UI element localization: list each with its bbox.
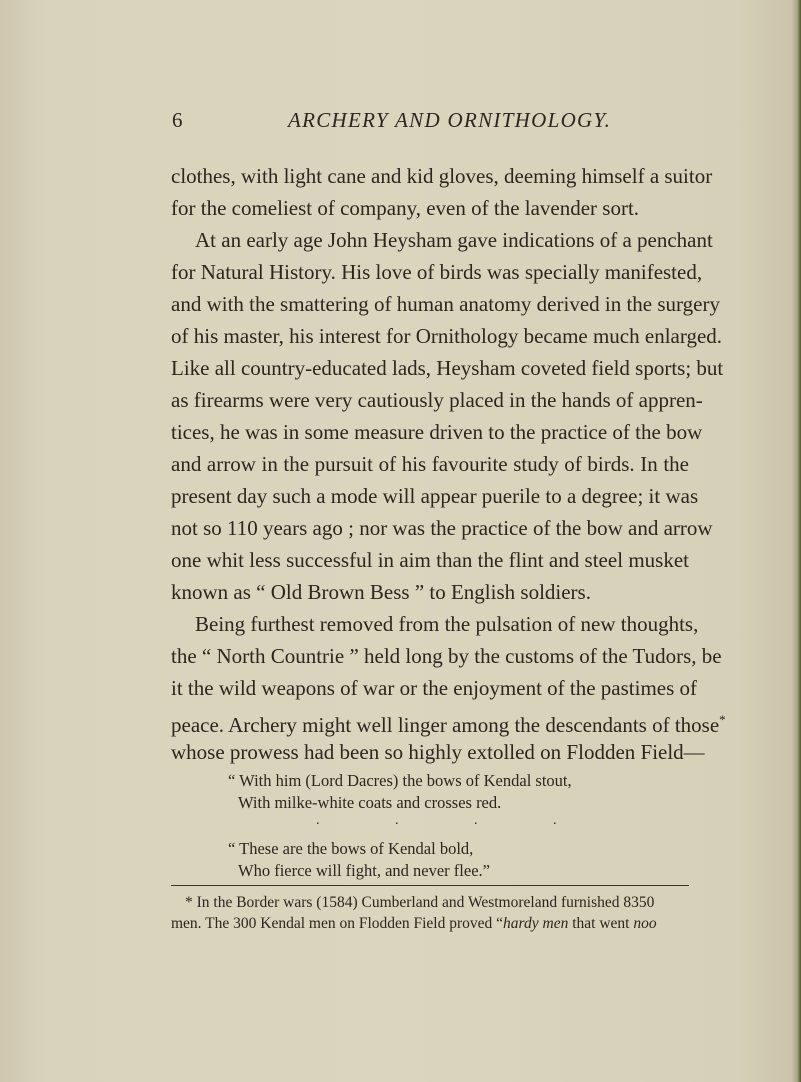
footnote-text: In the Border wars (1584) Cumberland and Westmoreland furnished 8350 bbox=[196, 894, 655, 911]
body-line: Like all country-educated lads, Heysham coveted field sports; but bbox=[171, 356, 724, 380]
page-edge-shadow bbox=[791, 0, 801, 1082]
footnote-divider bbox=[171, 885, 689, 886]
footnote-line bbox=[171, 892, 689, 913]
body-line: of his master, his interest for Ornithology became much enlarged. bbox=[171, 324, 723, 348]
body-line: not so 110 years ago ; nor was the practice of the bow and arrow bbox=[171, 516, 713, 540]
verse-line: “ These are the bows of Kendal bold, bbox=[228, 839, 474, 858]
footnote-italic: hardy men bbox=[503, 915, 569, 932]
body-line: whose prowess had been so highly extolled on Flodden Field— bbox=[171, 740, 705, 764]
running-head: ARCHERY AND ORNITHOLOGY. bbox=[288, 108, 612, 132]
body-line: and arrow in the pursuit of his favourite study of birds. In the bbox=[171, 452, 689, 476]
page-number: 6 bbox=[172, 108, 183, 132]
verse-quotation bbox=[228, 770, 593, 882]
verse-line: Who fierce will fight, and never flee.” bbox=[238, 861, 490, 880]
footnote-text: men. The 300 Kendal men on Flodden Field proved “ bbox=[171, 915, 504, 932]
body-line: known as “ Old Brown Bess ” to English soldiers. bbox=[171, 580, 591, 604]
verse-ellipsis: . . . . bbox=[316, 813, 593, 828]
body-line: tices, he was in some measure driven to the practice of the bow bbox=[171, 420, 703, 444]
footnote-text: that went bbox=[568, 915, 634, 932]
footnote-line bbox=[171, 913, 689, 934]
page-header bbox=[0, 108, 801, 138]
body-line: for the comeliest of company, even of the lavender sort. bbox=[171, 196, 640, 220]
body-line: one whit less successful in aim than the flint and steel musket bbox=[171, 548, 689, 572]
body-line: Being furthest removed from the pulsation of new thoughts, bbox=[195, 612, 699, 636]
body-line: and with the smattering of human anatomy derived in the surgery bbox=[171, 292, 720, 316]
footnote bbox=[171, 892, 689, 934]
body-text bbox=[171, 160, 726, 768]
body-line: for Natural History. His love of birds was specially manifested, bbox=[171, 260, 703, 284]
body-line: as firearms were very cautiously placed in the hands of appren- bbox=[171, 388, 703, 412]
body-line: the “ North Countrie ” held long by the customs of the Tudors, be bbox=[171, 644, 722, 668]
body-line: clothes, with light cane and kid gloves, deeming himself a suitor bbox=[171, 164, 713, 188]
body-line-text: peace. Archery might well linger among the descendants of those bbox=[171, 713, 720, 737]
body-line-with-footnote bbox=[171, 704, 726, 737]
verse-line: With milke-white coats and crosses red. bbox=[238, 793, 502, 812]
body-line: it the wild weapons of war or the enjoyment of the pastimes of bbox=[171, 676, 698, 700]
footnote-reference: * bbox=[719, 712, 726, 727]
footnote-italic: noo bbox=[633, 915, 657, 932]
footnote-marker: * bbox=[185, 894, 193, 911]
verse-line: “ With him (Lord Dacres) the bows of Kendal stout, bbox=[228, 771, 572, 790]
body-line: At an early age John Heysham gave indications of a penchant bbox=[195, 228, 713, 252]
body-line: present day such a mode will appear puerile to a degree; it was bbox=[171, 484, 699, 508]
